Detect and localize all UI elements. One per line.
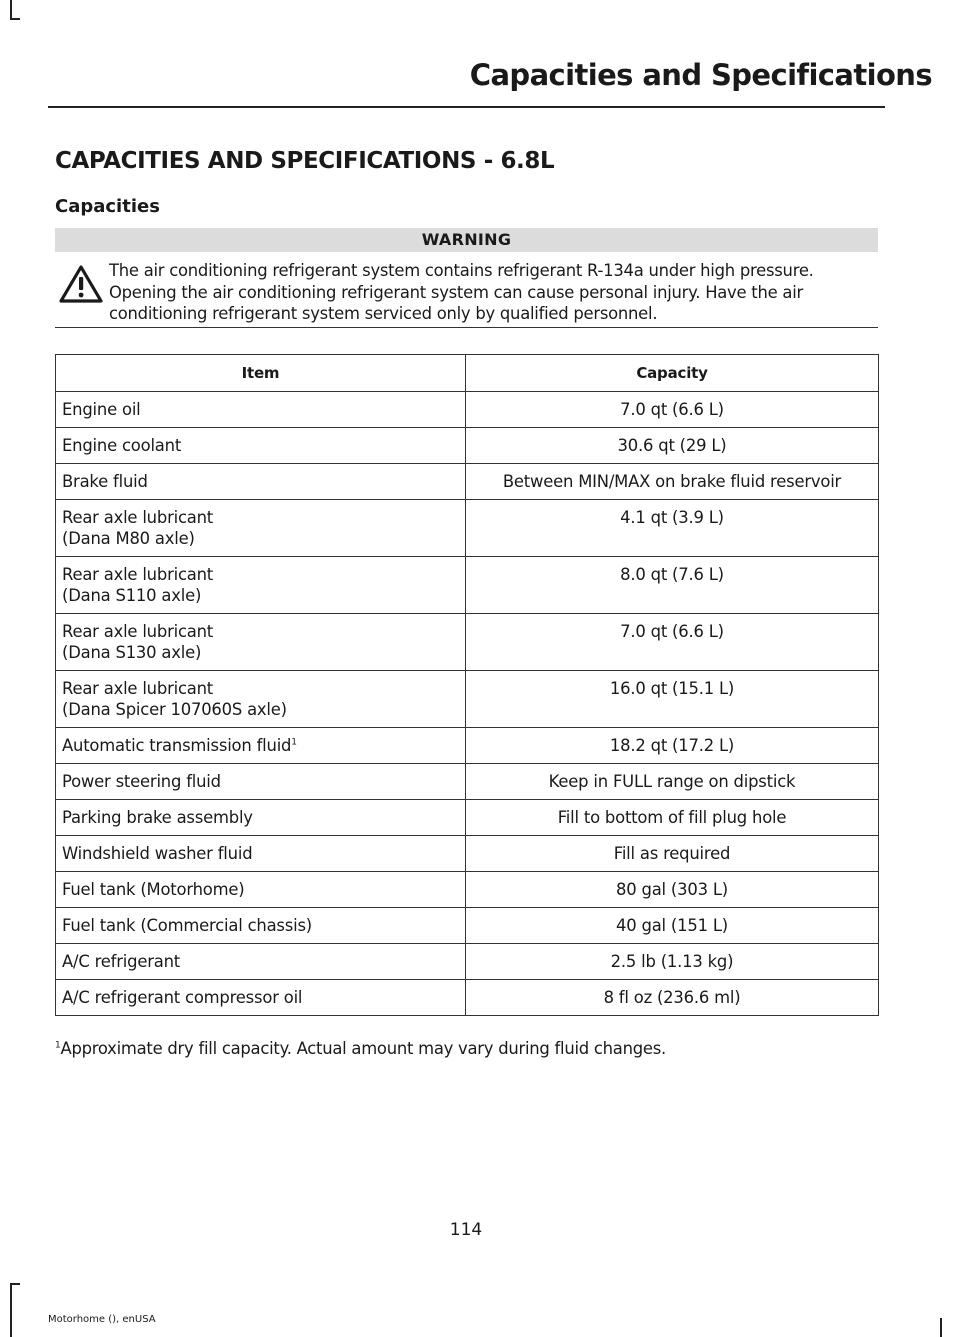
item-cell xyxy=(56,557,466,614)
table-row xyxy=(56,800,879,836)
capacity-cell: 8 fl oz (236.6 ml) xyxy=(466,980,879,1016)
item-sublabel: (Dana S130 axle) xyxy=(62,643,202,662)
warning-divider xyxy=(55,327,878,328)
capacity-cell: 4.1 qt (3.9 L) xyxy=(466,500,879,557)
capacities-table xyxy=(55,354,879,1016)
capacity-cell: 8.0 qt (7.6 L) xyxy=(466,557,879,614)
item-cell xyxy=(56,392,466,428)
item-cell xyxy=(56,872,466,908)
warning-label: WARNING xyxy=(55,228,878,252)
capacity-cell: 40 gal (151 L) xyxy=(466,908,879,944)
item-label: Engine oil xyxy=(62,400,141,419)
item-cell xyxy=(56,428,466,464)
item-label: Automatic transmission fluid xyxy=(62,736,292,755)
item-cell xyxy=(56,980,466,1016)
item-cell xyxy=(56,800,466,836)
item-cell xyxy=(56,836,466,872)
item-label: Rear axle lubricant xyxy=(62,508,214,527)
capacity-cell: 18.2 qt (17.2 L) xyxy=(466,728,879,764)
section-heading: CAPACITIES AND SPECIFICATIONS - 6.8L xyxy=(55,148,555,174)
capacity-cell: Fill to bottom of fill plug hole xyxy=(466,800,879,836)
item-sublabel: (Dana Spicer 107060S axle) xyxy=(62,700,287,719)
table-row xyxy=(56,614,879,671)
warning-triangle-icon xyxy=(58,264,104,304)
crop-mark-bottom-left-h xyxy=(10,1283,20,1285)
item-cell xyxy=(56,464,466,500)
item-label: Windshield washer fluid xyxy=(62,844,253,863)
item-label: Brake fluid xyxy=(62,472,148,491)
item-cell xyxy=(56,908,466,944)
warning-text: The air conditioning refrigerant system contains refrigerant R-134a under high pressure. Opening the air conditioning refrigerant system can cause personal injury. Have the air conditioning refrigerant system serviced only by qualified personnel. xyxy=(109,261,814,323)
crop-mark-bottom-left xyxy=(10,1283,12,1337)
column-header-capacity: Capacity xyxy=(466,355,879,392)
table-row xyxy=(56,392,879,428)
table-row xyxy=(56,671,879,728)
capacity-cell: 7.0 qt (6.6 L) xyxy=(466,614,879,671)
warning-box xyxy=(55,228,878,323)
item-label: A/C refrigerant xyxy=(62,952,181,971)
item-label: Fuel tank (Commercial chassis) xyxy=(62,916,312,935)
item-label: Power steering fluid xyxy=(62,772,221,791)
item-sublabel: (Dana M80 axle) xyxy=(62,529,195,548)
crop-mark-bottom-right xyxy=(940,1318,942,1337)
table-row xyxy=(56,428,879,464)
table-row xyxy=(56,836,879,872)
item-cell xyxy=(56,764,466,800)
capacity-cell: 80 gal (303 L) xyxy=(466,872,879,908)
footnote-mark: 1 xyxy=(55,1040,61,1051)
capacity-cell: 7.0 qt (6.6 L) xyxy=(466,392,879,428)
capacity-cell: Fill as required xyxy=(466,836,879,872)
table-row xyxy=(56,764,879,800)
item-cell xyxy=(56,728,466,764)
item-label: Parking brake assembly xyxy=(62,808,253,827)
footnote-reference: 1 xyxy=(291,737,297,748)
table-row xyxy=(56,944,879,980)
page-number: 114 xyxy=(449,1220,483,1240)
crop-mark-top-left xyxy=(10,0,12,20)
capacity-cell: 2.5 lb (1.13 kg) xyxy=(466,944,879,980)
capacity-cell: 16.0 qt (15.1 L) xyxy=(466,671,879,728)
table-row xyxy=(56,908,879,944)
table-row xyxy=(56,557,879,614)
item-sublabel: (Dana S110 axle) xyxy=(62,586,202,605)
item-cell xyxy=(56,614,466,671)
item-label: Rear axle lubricant xyxy=(62,622,214,641)
footnote xyxy=(55,1039,885,1058)
item-label: Engine coolant xyxy=(62,436,182,455)
header-divider xyxy=(48,106,885,108)
item-label: Rear axle lubricant xyxy=(62,679,214,698)
item-cell xyxy=(56,500,466,557)
item-label: Fuel tank (Motorhome) xyxy=(62,880,245,899)
sub-heading: Capacities xyxy=(55,196,160,217)
crop-mark-top-left-h xyxy=(10,18,20,20)
capacity-cell: Keep in FULL range on dipstick xyxy=(466,764,879,800)
table-header-row xyxy=(56,355,879,392)
footnote-text: Approximate dry fill capacity. Actual amount may vary during fluid changes. xyxy=(60,1039,666,1058)
column-header-item: Item xyxy=(56,355,466,392)
running-header-title: Capacities and Specifications xyxy=(469,58,932,92)
table-row xyxy=(56,728,879,764)
item-label: Rear axle lubricant xyxy=(62,565,214,584)
table-row xyxy=(56,980,879,1016)
item-label: A/C refrigerant compressor oil xyxy=(62,988,303,1007)
item-cell xyxy=(56,671,466,728)
capacity-cell: 30.6 qt (29 L) xyxy=(466,428,879,464)
table-row xyxy=(56,500,879,557)
item-cell xyxy=(56,944,466,980)
footer-text: Motorhome (), enUSA xyxy=(48,1314,156,1325)
table-row xyxy=(56,464,879,500)
capacity-cell: Between MIN/MAX on brake fluid reservoir xyxy=(466,464,879,500)
table-row xyxy=(56,872,879,908)
